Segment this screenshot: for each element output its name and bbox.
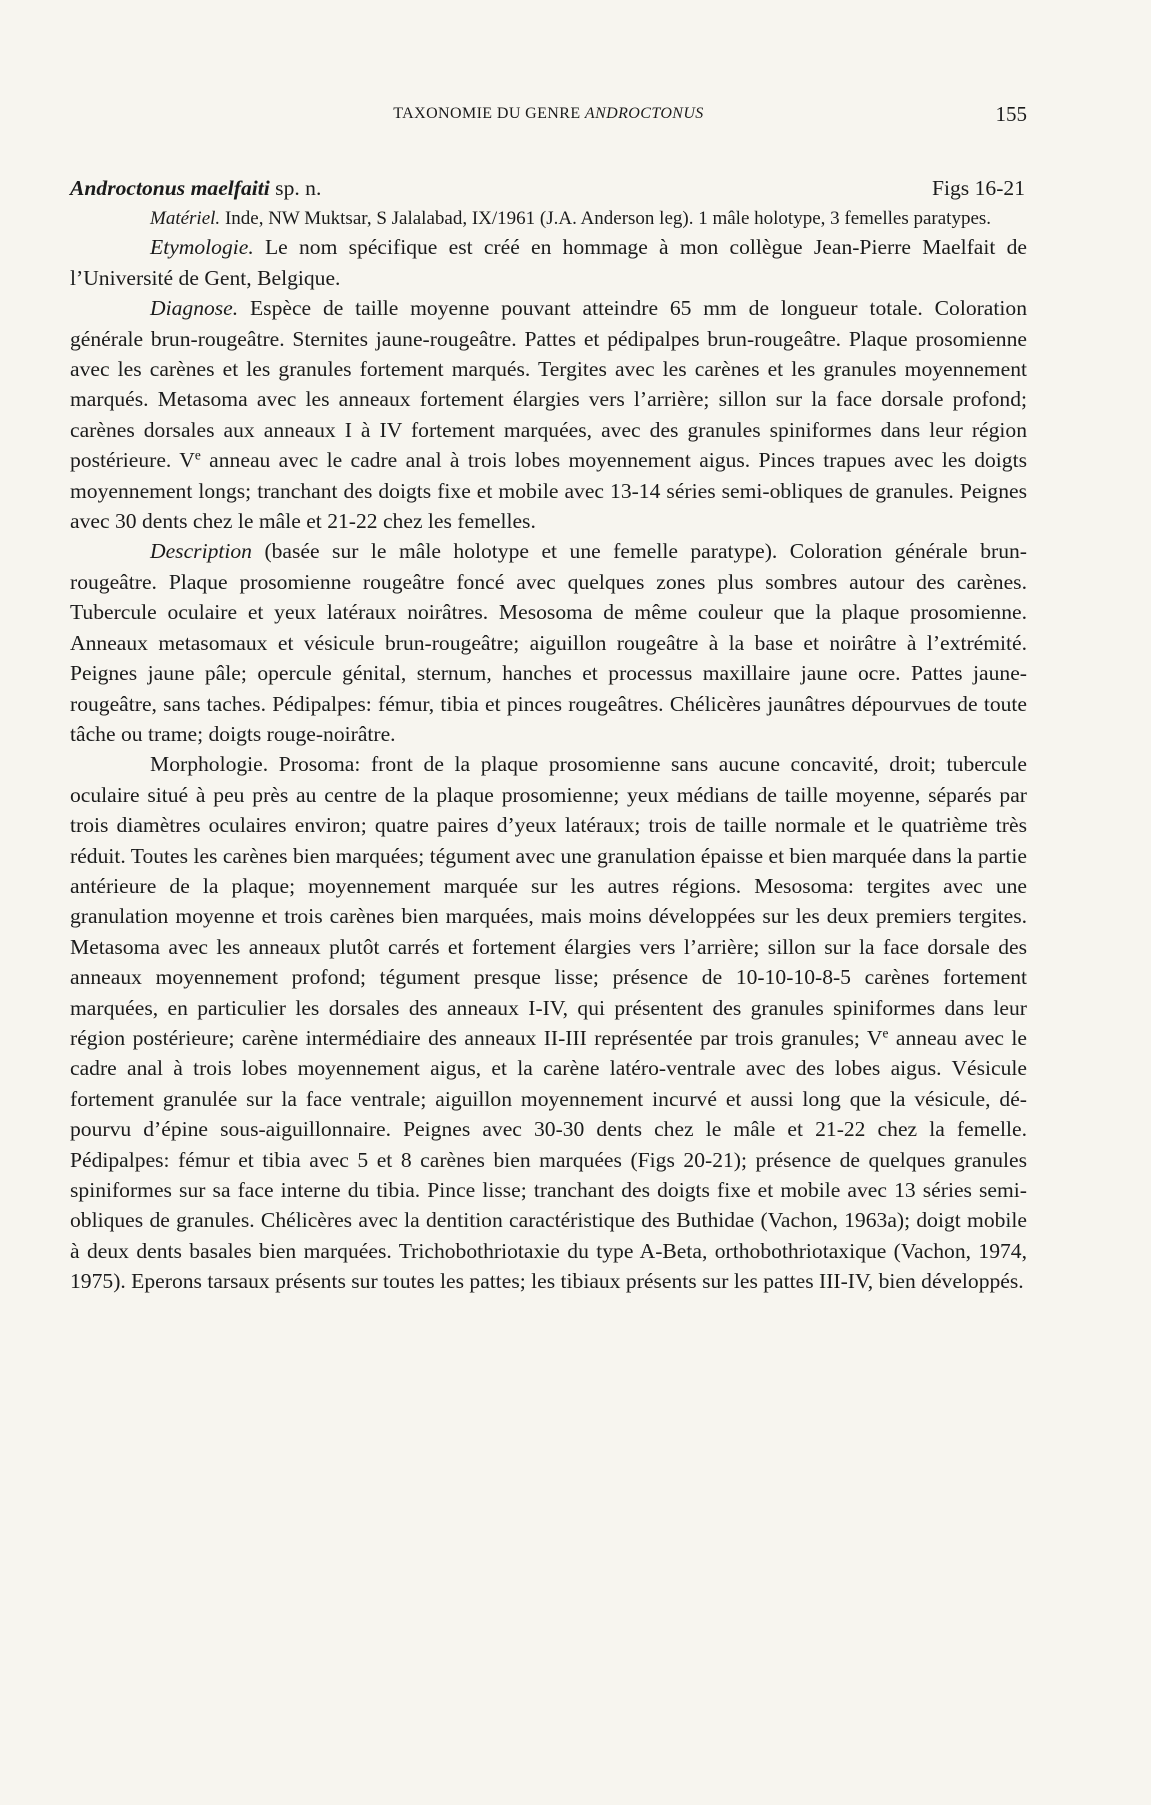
morphologie-text-part2: anneau avec le cadre anal à trois lobes moyennement aigus, et la carène latéro-ventrale avec des lobes aigus. Vésicule fortement granulée sur la face ventrale; aiguillon moyennement incurvé et aussi long que la vésicule, dépourvu d’épine sous-aiguillonnaire. Peignes avec 30-30 dents chez le mâle et 21-22 chez la femelle. Pédipalpes: fémur et tibia avec 5 et 8 carènes bien marquées (Figs 20-21); présence de quelques granules spiniformes sur sa face interne du tibia. Pince lisse; tranchant des doigts fixe et mobile avec 13 séries semi-obliques de granules. Chélicères avec la dentition caractéristique des Buthidae (Vachon, 1963a); doigt mobile à deux dents basales bien marquées. Trichobothriotaxie du type A-Beta, orthobothriotaxique (Vachon, 1974, 1975). Eperons tarsaux présents sur toutes les pattes; les tibiaux présents sur les pattes III-IV, bien développés. bbox=[70, 1025, 1027, 1294]
morphologie-superscript: e bbox=[882, 1025, 889, 1041]
materiel-paragraph bbox=[70, 205, 1027, 232]
running-title-genus: ANDROCTONUS bbox=[584, 105, 704, 122]
diagnose-text-part1: Espèce de taille moyenne pouvant atteindre 65 mm de longueur totale. Coloration générale brun-rougeâtre. Sternites jaune-rougeâtre. Pattes et pédipalpes brun-rougeâtre. Plaque prosomienne avec les carènes et les granules fortement marqués. Tergites avec les carènes et les granules moyennement marqués. Metasoma avec les anneaux fortement élargies vers l’arrière; sillon sur la face dorsale profond; carènes dorsales aux anneaux I à IV fortement marquées, avec des granules spiniformes dans leur région postérieure. V bbox=[70, 296, 1027, 473]
diagnose-paragraph bbox=[70, 293, 1027, 536]
materiel-label: Matériel. bbox=[150, 208, 221, 230]
diagnose-label: Diagnose. bbox=[150, 296, 239, 321]
morphologie-paragraph bbox=[70, 749, 1027, 1296]
page bbox=[70, 0, 1027, 1805]
species-title bbox=[70, 173, 321, 203]
materiel-text: Inde, NW Muktsar, S Jalalabad, IX/1961 (J.A. Anderson leg). 1 mâle holotype, 3 femelles paratypes. bbox=[220, 208, 992, 230]
page-number: 155 bbox=[995, 102, 1027, 126]
description-text: (basée sur le mâle holotype et une femelle paratype). Coloration générale brun-rougeâtre. Plaque prosomienne rougeâtre foncé avec quelques zones plus sombres autour des carènes. Tubercule oculaire et yeux latéraux noirâtres. Mesosoma de même couleur que la plaque prosomienne. Anneaux metasomaux et vésicule brun-rougeâtre; aiguillon rougeâtre à la base et noirâtre à l’extrémité. Peignes jaune pâle; opercule génital, sternum, hanches et processus maxillaire jaune ocre. Pattes jaune-rougeâtre, sans taches. Pédipalpes: fémur, tibia et pinces rougeâtres. Chélicères jaunâtres dépourvues de toute tâche ou trame; doigts rouge-noirâtre. bbox=[70, 539, 1027, 746]
etymologie-text: Le nom spécifique est créé en hommage à mon collègue Jean-Pierre Maelfait de l’Université de Gent, Belgique. bbox=[70, 235, 1027, 290]
running-head bbox=[70, 100, 1027, 130]
running-title bbox=[70, 100, 1027, 128]
figures-reference: Figs 16-21 bbox=[932, 176, 1025, 200]
diagnose-text-part2: anneau avec le cadre anal à trois lobes moyennement aigus. Pinces trapues avec les doigts moyennement longs; tranchant des doigts fixe et mobile avec 13-14 séries semi-obliques de granules. Peignes avec 30 dents chez le mâle et 21-22 chez les femelles. bbox=[70, 448, 1027, 534]
species-suffix: sp. n. bbox=[269, 176, 322, 200]
article-body bbox=[70, 173, 1027, 1297]
diagnose-superscript: e bbox=[194, 447, 201, 463]
description-paragraph bbox=[70, 536, 1027, 749]
morphologie-text-part1: Morphologie. Prosoma: front de la plaque prosomienne sans aucune concavité, droit; tubercule oculaire situé à peu près au centre de la plaque prosomienne; yeux médians de taille moyenne, séparés par trois diamètres oculaires environ; quatre paires d’yeux latéraux; trois de taille normale et le quatrième très réduit. Toutes les carènes bien marquées; tégument avec une granulation épaisse et bien marquée dans la partie antérieure de la plaque; moyennement marquée sur les autres régions. Mesosoma: tergites avec une granulation moyenne et trois carènes bien marquées, mais moins développées sur les deux premiers tergites. Metasoma avec les anneaux plutôt carrés et fortement élargies vers l’arrière; sillon sur la face dorsale des anneaux moyennement profond; tégument presque lisse; présence de 10-10-10-8-5 carènes fortement marquées, en particulier les dorsales des anneaux I-IV, qui présentent des granules spiniformes dans leur région postérieure; carène intermédiaire des anneaux II-III représentée par trois granules; V bbox=[70, 752, 1027, 1050]
description-label: Description bbox=[150, 539, 252, 564]
etymologie-label: Etymologie. bbox=[150, 235, 254, 260]
species-name: Androctonus maelfaiti bbox=[70, 176, 270, 200]
running-title-prefix: TAXONOMIE DU GENRE bbox=[393, 105, 585, 122]
species-heading bbox=[70, 173, 1027, 203]
etymologie-paragraph bbox=[70, 232, 1027, 293]
